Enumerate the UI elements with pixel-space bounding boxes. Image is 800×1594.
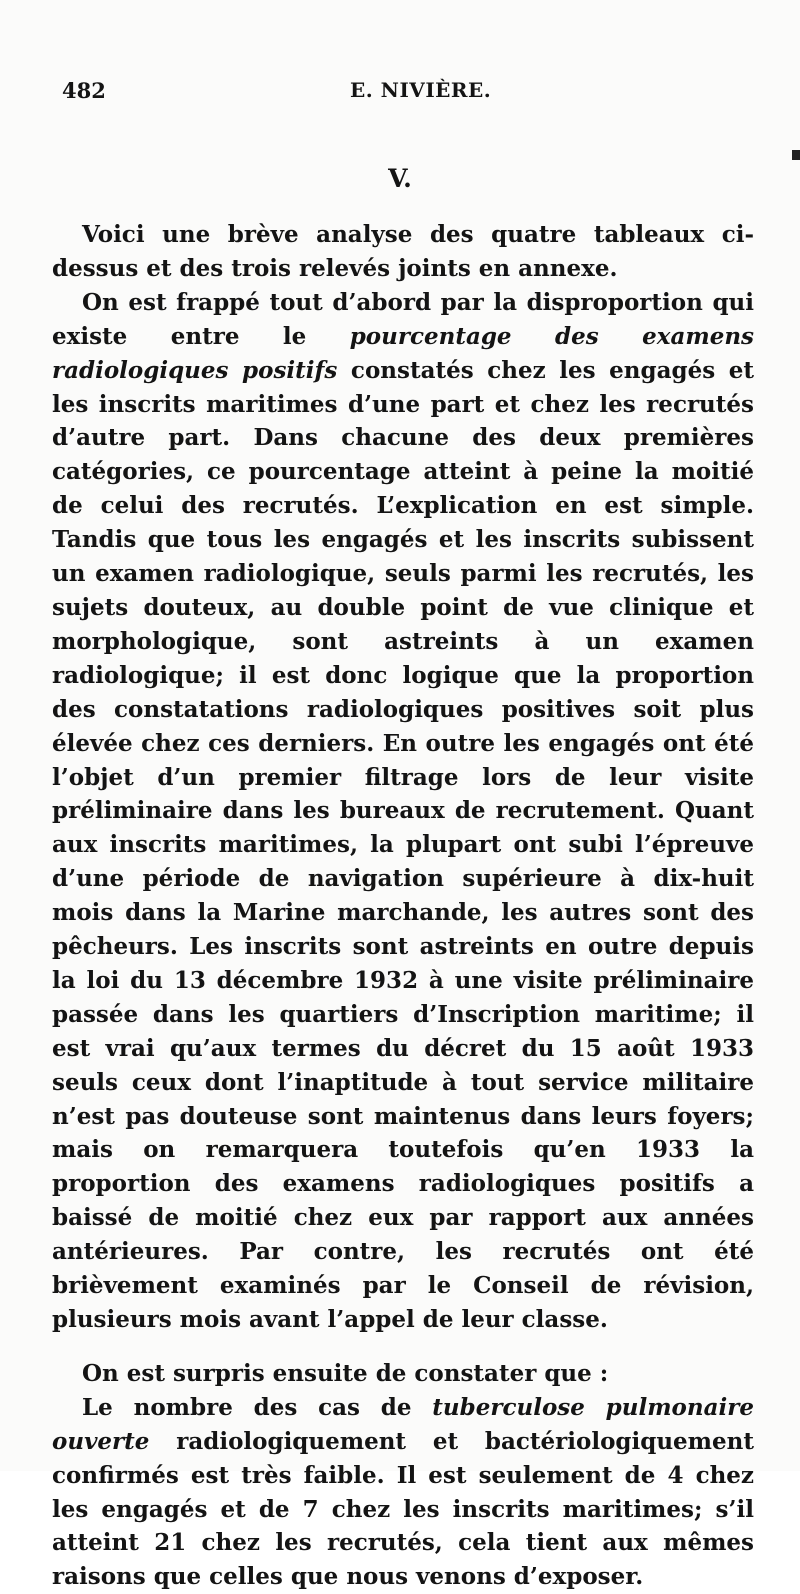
emphasis-tuberculose: tuberculose pulmonaire ouverte	[52, 1393, 754, 1455]
paragraph-surpris: On est surpris ensuite de constater que :	[82, 1359, 609, 1387]
paragraph-tuberculose-start: Le nombre des cas de	[82, 1393, 433, 1421]
body-text	[52, 218, 754, 1594]
emphasis-pourcentage: pourcentage des examens radiologiques positifs	[52, 322, 754, 384]
running-head: E. NIVIÈRE.	[350, 78, 492, 102]
paragraph-disproportion-rest: constatés chez les engagés et les inscrits maritimes d’une part et chez les recrutés d’autre part. Dans chacune des deux premières catégories, ce pourcentage atteint à peine la moitié de celui des recrutés. L’explication en est simple. Tandis que tous les engagés et les inscrits subissent un examen radiologique, seuls parmi les recrutés, les sujets douteux, au double point de vue clinique et morphologique, sont astreints à un examen radiologique; il est donc logique que la proportion des constatations radiologiques positives soit plus élevée chez ces derniers. En outre les engagés ont été l’objet d’un premier filtrage lors de leur visite préliminaire dans les bureaux de recrutement. Quant aux inscrits maritimes, la plupart ont subi l’épreuve d’une période de navigation supérieure à dix-huit mois dans la Marine marchande, les autres sont des pêcheurs. Les inscrits sont astreints en outre depuis la loi du 13 décembre 1932 à une visite préliminaire passée dans les quartiers d’Inscription maritime; il est vrai qu’aux termes du décret du 15 août 1933 seuls ceux dont l’inaptitude à tout service militaire n’est pas douteuse sont maintenus dans leurs foyers; mais on remarquera toutefois qu’en 1933 la proportion des examens radiologiques positifs a baissé de moitié chez eux par rapport aux années antérieures. Par contre, les recrutés ont été brièvement examinés par le Conseil de révision, plusieurs mois avant l’appel de leur classe.	[52, 356, 754, 1333]
scan-edge-mark	[792, 150, 800, 160]
page-header	[52, 78, 752, 110]
paragraph-tuberculose-rest: radiologiquement et bactériologiquement confirmés est très faible. Il est seulement de 4 chez les engagés et de 7 chez les inscrits maritimes; s’il atteint 21 chez les recrutés, cela tient aux mêmes raisons que celles que nous venons d’exposer.	[52, 1427, 754, 1591]
paragraph-tuberculose	[52, 1391, 754, 1594]
paragraph-intro: Voici une brève analyse des quatre tableaux ci-dessus et des trois relevés joints en annexe.	[52, 221, 754, 282]
paragraph-disproportion-start: On est frappé tout d’abord par la disproportion qui existe entre le	[52, 288, 754, 350]
paragraph-disproportion	[52, 286, 754, 1337]
section-heading: V.	[388, 164, 412, 193]
page-number: 482	[62, 78, 106, 103]
